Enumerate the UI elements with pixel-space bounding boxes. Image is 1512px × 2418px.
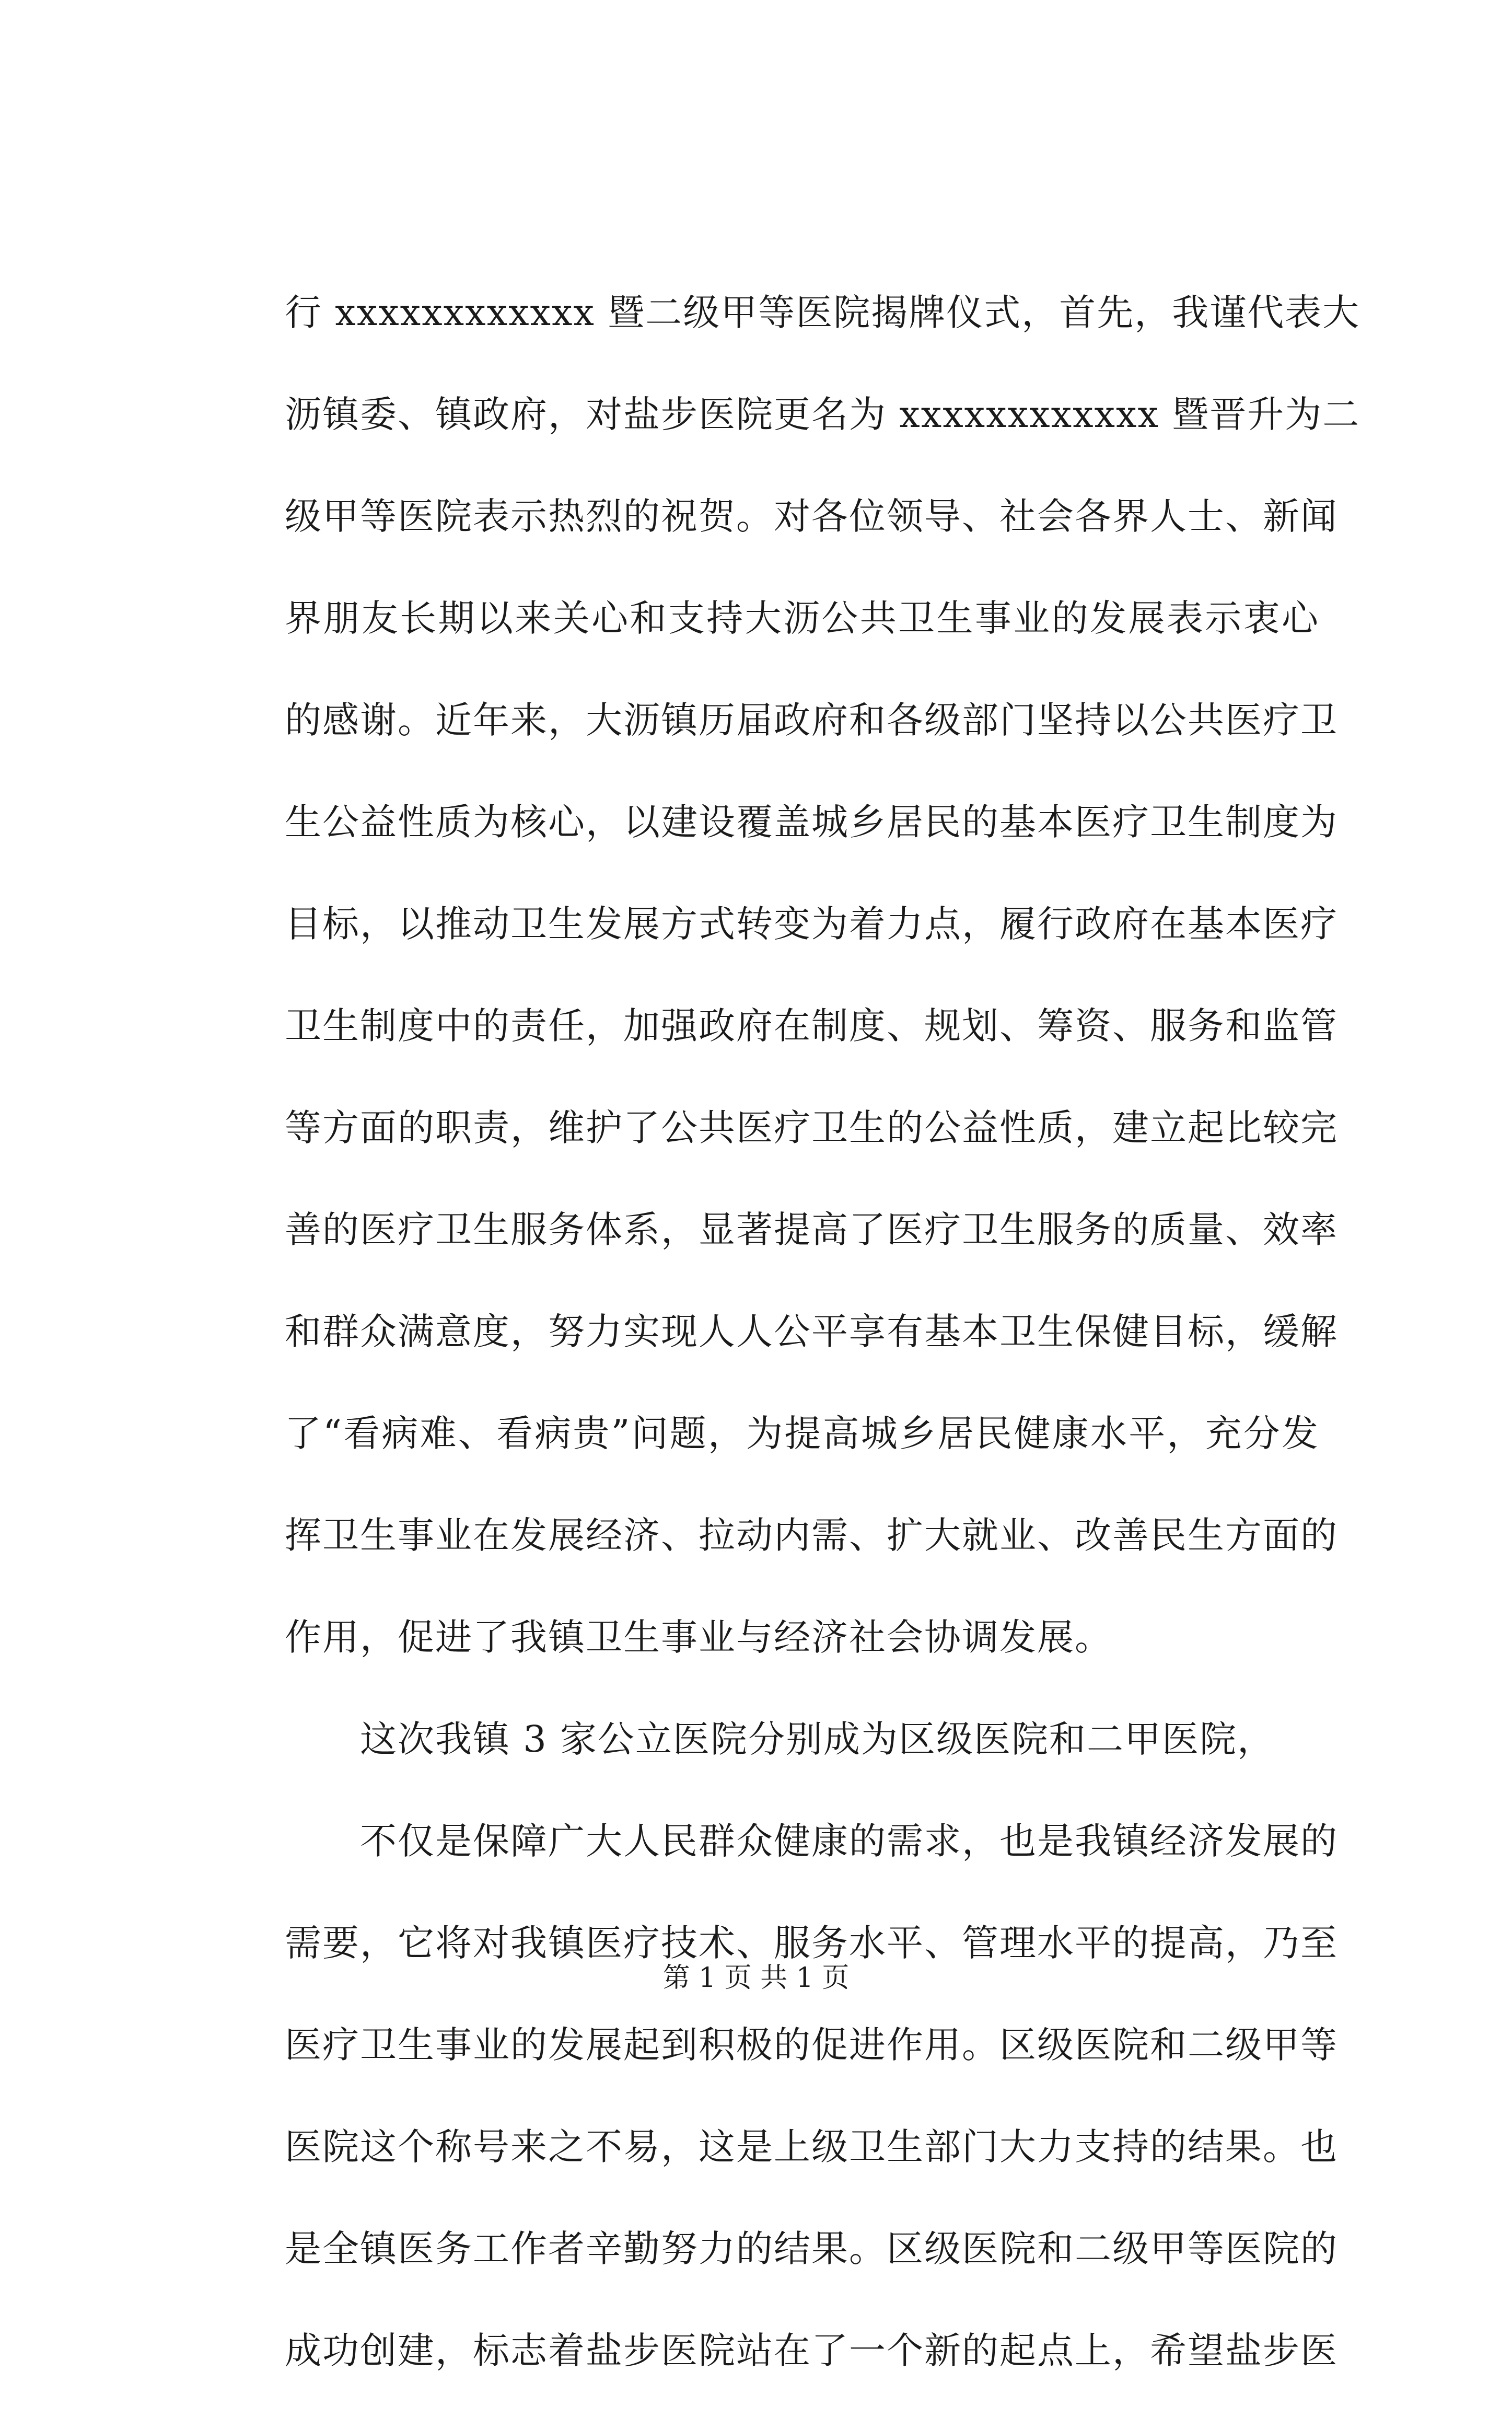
text-line: 善的医疗卫生服务体系，显著提高了医疗卫生服务的质量、效率 xyxy=(285,1208,1338,1251)
text-line: 医疗卫生事业的发展起到积极的促进作用。区级医院和二级甲等 xyxy=(285,2023,1338,2066)
page-footer: 第 1 页 共 1 页 xyxy=(662,1962,850,1994)
text-line: 目标，以推动卫生发展方式转变为着力点，履行政府在基本医疗 xyxy=(285,903,1338,945)
text-line: 行 xxxxxxxxxxxx 暨二级甲等医院揭牌仪式，首先，我谨代表大 xyxy=(285,291,1360,334)
text-line: 级甲等医院表示热烈的祝贺。对各位领导、社会各界人士、新闻 xyxy=(285,495,1338,538)
text-line: 成功创建，标志着盐步医院站在了一个新的起点上，希望盐步医 xyxy=(285,2329,1338,2372)
text-line: 和群众满意度，努力实现人人公平享有基本卫生保健目标，缓解 xyxy=(285,1310,1338,1353)
text-line: 这次我镇 3 家公立医院分别成为区级医院和二甲医院， xyxy=(285,1718,1275,1761)
text-line: 是全镇医务工作者辛勤努力的结果。区级医院和二级甲等医院的 xyxy=(285,2227,1338,2270)
text-line: 需要，它将对我镇医疗技术、服务水平、管理水平的提高，乃至 xyxy=(285,1922,1338,1964)
text-line: 界朋友长期以来关心和支持大沥公共卫生事业的发展表示衷心 xyxy=(285,597,1319,640)
text-line: 了“看病难、看病贵”问题，为提高城乡居民健康水平，充分发 xyxy=(285,1412,1319,1455)
text-line: 沥镇委、镇政府，对盐步医院更名为 xxxxxxxxxxxx 暨晋升为二 xyxy=(285,393,1360,436)
document-body xyxy=(285,278,1360,2418)
text-line: 的感谢。近年来，大沥镇历届政府和各级部门坚持以公共医疗卫 xyxy=(285,699,1338,742)
text-line: 不仅是保障广大人民群众健康的需求，也是我镇经济发展的 xyxy=(285,1820,1338,1862)
text-line: 等方面的职责，维护了公共医疗卫生的公益性质，建立起比较完 xyxy=(285,1106,1338,1149)
text-line: 作用，促进了我镇卫生事业与经济社会协调发展。 xyxy=(285,1616,1112,1659)
text-line: 医院这个称号来之不易，这是上级卫生部门大力支持的结果。也 xyxy=(285,2125,1338,2168)
text-line: 卫生制度中的责任，加强政府在制度、规划、筹资、服务和监管 xyxy=(285,1004,1338,1047)
text-line: 挥卫生事业在发展经济、拉动内需、扩大就业、改善民生方面的 xyxy=(285,1514,1338,1557)
text-line: 生公益性质为核心，以建设覆盖城乡居民的基本医疗卫生制度为 xyxy=(285,801,1338,843)
